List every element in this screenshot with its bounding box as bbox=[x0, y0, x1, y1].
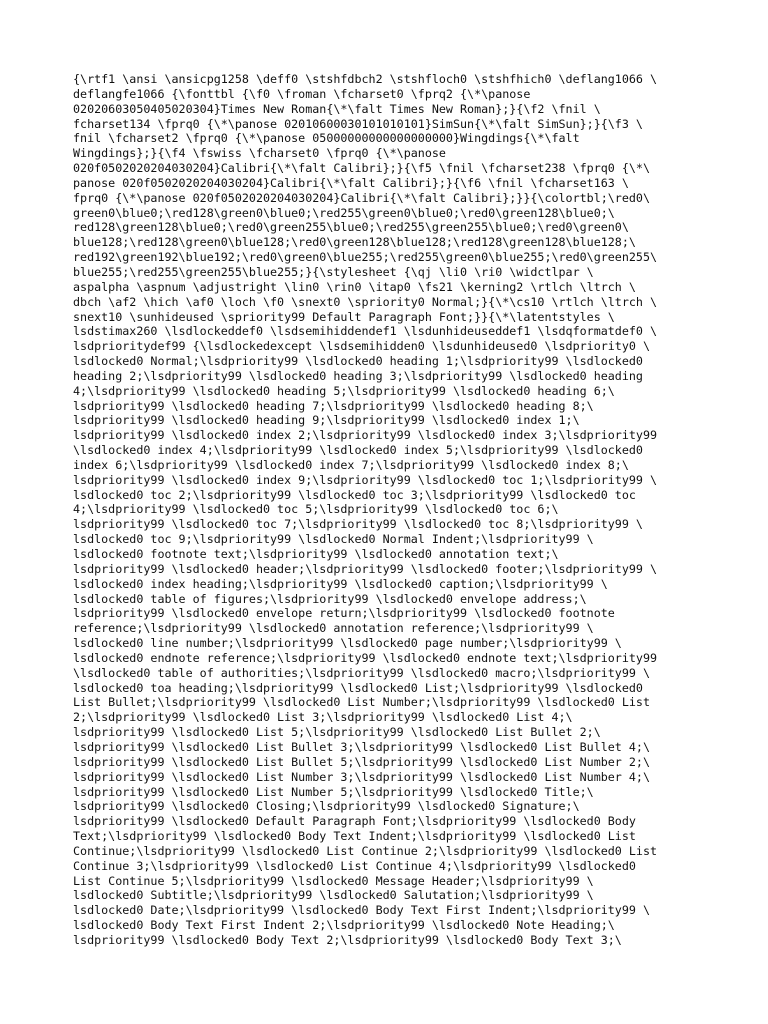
document-line: index 6;\lsdpriority99 \lsdlocked0 index 7;\lsdpriority99 \lsdlocked0 index 8;\ bbox=[73, 457, 629, 472]
document-line: 4;\lsdpriority99 \lsdlocked0 heading 5;\lsdpriority99 \lsdlocked0 heading 6;\ bbox=[73, 383, 615, 398]
document-line: lsdpriority99 \lsdlocked0 toc 7;\lsdpriority99 \lsdlocked0 toc 8;\lsdpriority99 \ bbox=[73, 517, 643, 532]
document-line: 4;\lsdpriority99 \lsdlocked0 toc 5;\lsdpriority99 \lsdlocked0 toc 6;\ bbox=[73, 502, 559, 517]
document-line: Wingdings};}{\f4 \fswiss \fcharset0 \fprq0 {\*\panose bbox=[73, 146, 446, 161]
document-line: lsdlocked0 Subtitle;\lsdpriority99 \lsdlocked0 Salutation;\lsdpriority99 \ bbox=[73, 888, 594, 903]
document-line: red128\green128\blue0;\red0\green255\blue0;\red255\green255\blue0;\red0\green0\ bbox=[73, 220, 629, 235]
document-line: lsdlocked0 endnote reference;\lsdpriority99 \lsdlocked0 endnote text;\lsdpriority99 bbox=[73, 650, 658, 665]
document-line: panose 020f0502020204030204}Calibri{\*\falt Calibri};}{\f6 \fnil \fcharset163 \ bbox=[73, 175, 629, 190]
document-line: lsdpriority99 \lsdlocked0 List Bullet 3;\lsdpriority99 \lsdlocked0 List Bullet 4;\ bbox=[73, 739, 650, 754]
document-line: lsdlocked0 index heading;\lsdpriority99 \lsdlocked0 caption;\lsdpriority99 \ bbox=[73, 576, 608, 591]
document-line: deflangfe1066 {\fonttbl {\f0 \froman \fcharset0 \fprq2 {\*\panose bbox=[73, 86, 531, 101]
document-line: List Bullet;\lsdpriority99 \lsdlocked0 List Number;\lsdpriority99 \lsdlocked0 List bbox=[73, 695, 650, 710]
document-line: lsdpriority99 \lsdlocked0 envelope return;\lsdpriority99 \lsdlocked0 footnote bbox=[73, 606, 615, 621]
document-body bbox=[73, 72, 703, 948]
document-line: lsdpriority99 \lsdlocked0 List Number 5;\lsdpriority99 \lsdlocked0 Title;\ bbox=[73, 784, 594, 799]
document-line: Continue;\lsdpriority99 \lsdlocked0 List Continue 2;\lsdpriority99 \lsdlocked0 List bbox=[73, 843, 658, 858]
document-line: lsdpriority99 \lsdlocked0 List 5;\lsdpriority99 \lsdlocked0 List Bullet 2;\ bbox=[73, 725, 601, 740]
document-line: {\rtf1 \ansi \ansicpg1258 \deff0 \stshfdbch2 \stshfloch0 \stshfhich0 \deflang1066 \ bbox=[73, 72, 658, 86]
document-line: lsdlocked0 Normal;\lsdpriority99 \lsdlocked0 heading 1;\lsdpriority99 \lsdlocked0 bbox=[73, 354, 643, 369]
document-line: lsdlocked0 footnote text;\lsdpriority99 \lsdlocked0 annotation text;\ bbox=[73, 547, 559, 561]
document-line: 2;\lsdpriority99 \lsdlocked0 List 3;\lsdpriority99 \lsdlocked0 List 4;\ bbox=[73, 710, 573, 725]
document-line: snext10 \sunhideused \spriority99 Default Paragraph Font;}}{\*\latentstyles \ bbox=[73, 309, 615, 324]
document-line: lsdlocked0 line number;\lsdpriority99 \lsdlocked0 page number;\lsdpriority99 \ bbox=[73, 636, 622, 651]
document-line: lsdpriority99 \lsdlocked0 index 2;\lsdpriority99 \lsdlocked0 index 3;\lsdpriority99 bbox=[73, 428, 658, 443]
document-line: Continue 3;\lsdpriority99 \lsdlocked0 List Continue 4;\lsdpriority99 \lsdlocked0 bbox=[73, 858, 636, 873]
document-line: fcharset134 \fprq0 {\*\panose 02010600030101010101}SimSun{\*\falt SimSun};}{\f3 \ bbox=[73, 116, 643, 131]
document-line: lsdlocked0 toa heading;\lsdpriority99 \lsdlocked0 List;\lsdpriority99 \lsdlocked0 bbox=[73, 680, 643, 695]
document-line: lsdpriority99 \lsdlocked0 List Bullet 5;\lsdpriority99 \lsdlocked0 List Number 2;\ bbox=[73, 754, 650, 769]
document-line: red192\green192\blue192;\red0\green0\blue255;\red255\green0\blue255;\red0\green255\ bbox=[73, 250, 658, 265]
document-line: \lsdlocked0 index 4;\lsdpriority99 \lsdlocked0 index 5;\lsdpriority99 \lsdlocked0 bbox=[73, 443, 643, 458]
document-line: Text;\lsdpriority99 \lsdlocked0 Body Text Indent;\lsdpriority99 \lsdlocked0 List bbox=[73, 829, 636, 844]
document-line: lsdprioritydef99 {\lsdlockedexcept \lsdsemihidden0 \lsdunhideused0 \lsdpriority0 \ bbox=[73, 339, 650, 354]
document-line: lsdlocked0 Body Text First Indent 2;\lsdpriority99 \lsdlocked0 Note Heading;\ bbox=[73, 918, 615, 933]
document-line: List Continue 5;\lsdpriority99 \lsdlocked0 Message Header;\lsdpriority99 \ bbox=[73, 873, 594, 888]
document-line: lsdpriority99 \lsdlocked0 heading 7;\lsdpriority99 \lsdlocked0 heading 8;\ bbox=[73, 398, 594, 413]
document-line: lsdlocked0 toc 9;\lsdpriority99 \lsdlocked0 Normal Indent;\lsdpriority99 \ bbox=[73, 532, 594, 547]
document-line: aspalpha \aspnum \adjustright \lin0 \rin0 \itap0 \fs21 \kerning2 \rtlch \ltrch \ bbox=[73, 279, 636, 294]
document-line: dbch \af2 \hich \af0 \loch \f0 \snext0 \spriority0 Normal;}{\*\cs10 \rtlch \ltrch \ bbox=[73, 294, 658, 309]
document-line: \lsdlocked0 table of authorities;\lsdpriority99 \lsdlocked0 macro;\lsdpriority99 \ bbox=[73, 665, 650, 680]
document-line: lsdlocked0 table of figures;\lsdpriority99 \lsdlocked0 envelope address;\ bbox=[73, 591, 587, 606]
document-line: fprq0 {\*\panose 020f0502020204030204}Calibri{\*\falt Calibri};}}{\colortbl;\red0\ bbox=[73, 190, 650, 205]
document-line: lsdpriority99 \lsdlocked0 header;\lsdpriority99 \lsdlocked0 footer;\lsdpriority99 \ bbox=[73, 561, 658, 576]
document-line: lsdpriority99 \lsdlocked0 heading 9;\lsdpriority99 \lsdlocked0 index 1;\ bbox=[73, 413, 580, 428]
document-line: lsdpriority99 \lsdlocked0 List Number 3;\lsdpriority99 \lsdlocked0 List Number 4;\ bbox=[73, 769, 650, 784]
document-line: lsdpriority99 \lsdlocked0 Body Text 2;\lsdpriority99 \lsdlocked0 Body Text 3;\ bbox=[73, 932, 622, 947]
document-line: blue128;\red128\green0\blue128;\red0\green128\blue128;\red128\green128\blue128;\ bbox=[73, 235, 636, 250]
document-line: reference;\lsdpriority99 \lsdlocked0 annotation reference;\lsdpriority99 \ bbox=[73, 621, 594, 636]
document-line: fnil \fcharset2 \fprq0 {\*\panose 05000000000000000000}Wingdings{\*\falt bbox=[73, 131, 580, 146]
document-line: lsdstimax260 \lsdlockeddef0 \lsdsemihiddendef1 \lsdunhideuseddef1 \lsdqformatdef0 \ bbox=[73, 324, 658, 339]
document-line: lsdpriority99 \lsdlocked0 Default Paragraph Font;\lsdpriority99 \lsdlocked0 Body bbox=[73, 814, 636, 829]
document-line: blue255;\red255\green255\blue255;}{\stylesheet {\qj \li0 \ri0 \widctlpar \ bbox=[73, 264, 594, 279]
document-line: lsdpriority99 \lsdlocked0 index 9;\lsdpriority99 \lsdlocked0 toc 1;\lsdpriority99 \ bbox=[73, 472, 658, 487]
document-line: green0\blue0;\red128\green0\blue0;\red255\green0\blue0;\red0\green128\blue0;\ bbox=[73, 205, 615, 220]
document-line: 02020603050405020304}Times New Roman{\*\falt Times New Roman};}{\f2 \fnil \ bbox=[73, 101, 601, 116]
document-line: 020f0502020204030204}Calibri{\*\falt Calibri};}{\f5 \fnil \fcharset238 \fprq0 {\*\ bbox=[73, 161, 650, 176]
document-line: lsdlocked0 toc 2;\lsdpriority99 \lsdlocked0 toc 3;\lsdpriority99 \lsdlocked0 toc bbox=[73, 487, 636, 502]
document-line: lsdpriority99 \lsdlocked0 Closing;\lsdpriority99 \lsdlocked0 Signature;\ bbox=[73, 799, 580, 814]
document-line: heading 2;\lsdpriority99 \lsdlocked0 heading 3;\lsdpriority99 \lsdlocked0 heading bbox=[73, 368, 643, 383]
document-line: lsdlocked0 Date;\lsdpriority99 \lsdlocked0 Body Text First Indent;\lsdpriority99 \ bbox=[73, 903, 650, 918]
